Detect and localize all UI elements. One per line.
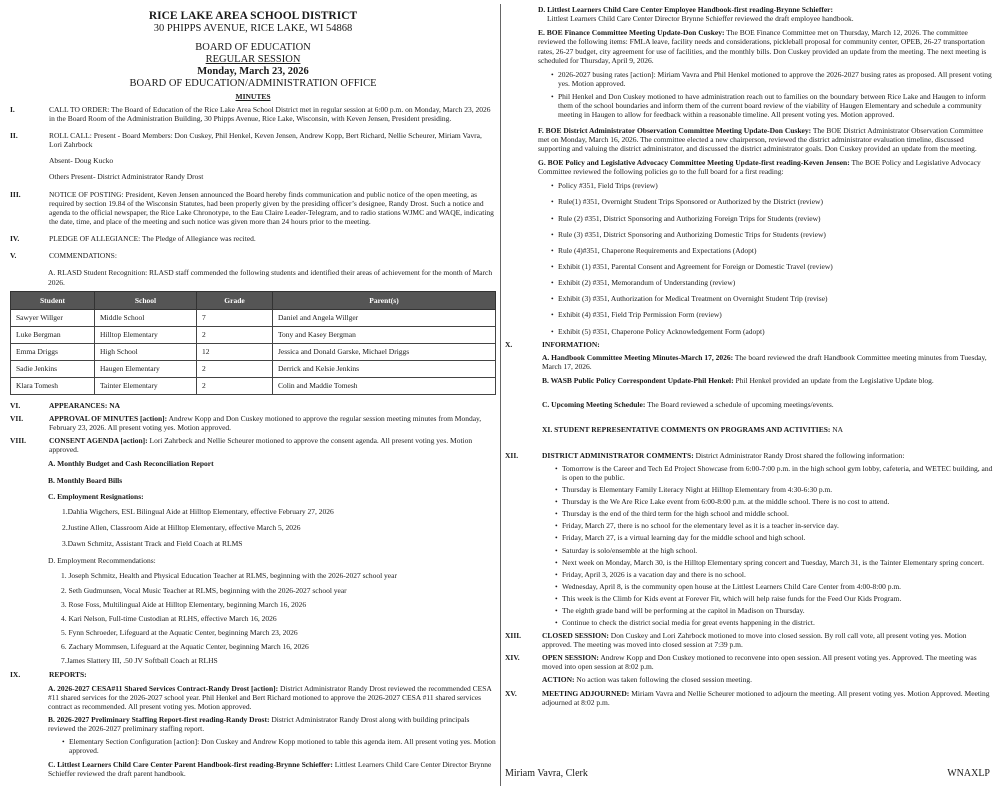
list-item: 3. Rose Foss, Multilingual Aide at Hilltop Elementary, beginning March 16, 2026: [61, 599, 307, 609]
section-commendations: V. COMMENDATIONS:: [10, 251, 117, 261]
list-item: • Exhibit (1) #351, Parental Consent and Agreement for Foreign or Domestic Travel (review): [551, 261, 833, 271]
info-a: A. Handbook Committee Meeting Minutes-March 17, 2026: The board reviewed the draft Handbook Committee meeting minutes from Tuesday, March 17, 2026.: [542, 352, 987, 371]
section-approval-of-minutes: VII. APPROVAL OF MINUTES [action]: Andrew Kopp and Don Cuskey motioned to approve the regular session meeting minutes from Monday, February 23, 2026. All present voting yes. Motion approved.: [10, 413, 482, 433]
section-consent-agenda: VIII. CONSENT AGENDA [action]: Lori Zahrbeck and Nellie Scheurer motioned to approve the consent agenda. All present voting yes. Motion approved.: [10, 436, 473, 455]
list-item: • Saturday is solo/ensemble at the high school.: [555, 545, 698, 555]
table-row: Sawyer Willger Middle School 7 Daniel and Angela Willger: [11, 309, 496, 326]
list-item: • Policy #351, Field Trips (review): [551, 181, 658, 191]
section-district-administrator-comments: XII. DISTRICT ADMINISTRATOR COMMENTS: District Administrator Randy Drost shared the following information:: [505, 450, 905, 460]
action-note: ACTION: No action was taken following the closed session meeting.: [542, 675, 752, 685]
list-item: • Next week on Monday, March 30, is the Hilltop Elementary spring concert and Tuesday, March 31, is the Tainter Elementary spring concert.: [555, 557, 985, 567]
section-reports: IX. REPORTS:: [10, 670, 87, 680]
list-item: • Rule (3) #351, District Sponsoring and Authorizing Domestic Trips for Students (review): [551, 229, 826, 239]
meeting-date: Monday, March 23, 2026: [197, 66, 309, 78]
section-pledge: IV. PLEDGE OF ALLEGIANCE: The Pledge of Allegiance was recited.: [10, 234, 256, 244]
list-item: • Friday, April 3, 2026 is a vacation day and there is no school.: [555, 569, 746, 579]
list-item: • Friday, March 27, is a virtual learning day for the middle school and high school.: [555, 533, 806, 543]
report-d: D. Littlest Learners Child Care Center Employee Handbook-first reading-Brynne Schieffer: Littlest Learners Child Care Center Director Brynne Schieffer reviewed the draft employee handbook.: [538, 5, 854, 24]
section-appearances: VI. APPEARANCES: NA: [10, 400, 121, 410]
list-item: • Thursday is the end of the third term for the high school and middle school.: [555, 509, 789, 519]
section-open-session: XIV. OPEN SESSION: Andrew Kopp and Don Cuskey motioned to reconvene into open session. All present voting yes. Approved. The meeting was moved into open session at 8:02 p.m.: [505, 652, 977, 672]
right-column: [505, 5, 993, 780]
table-header: Student: [11, 291, 95, 309]
report-b: B. 2026-2027 Preliminary Staffing Report-first reading-Randy Drost: District Administrator Randy Drost along with building principals reviewed the 2026-2027 preliminary staffing report.: [48, 715, 470, 734]
info-c: C. Upcoming Meeting Schedule: The Board reviewed a schedule of upcoming meetings/events.: [542, 400, 834, 410]
list-item: • This week is the Climb for Kids event at Forever Fit, which will help raise funds for the Feed Our Kids Program.: [555, 594, 902, 604]
list-item: • Exhibit (3) #351, Authorization for Medical Treatment on Overnight Student Trip (revise): [551, 294, 828, 304]
report-c: C. Littlest Learners Child Care Center Parent Handbook-first reading-Brynne Schieffer: Littlest Learners Child Care Center Director Brynne Schieffer reviewed the draft parent handbook.: [48, 759, 492, 778]
list-item: • Rule (2) #351, District Sponsoring and Authorizing Foreign Trips for Students (review): [551, 213, 821, 223]
left-column: [10, 10, 496, 785]
section-closed-session: XIII. CLOSED SESSION: Don Cuskey and Lori Zahrbock motioned to move into closed session. By roll call vote, all present voting yes. Motion approved. The meeting was moved into closed session at 7:39 p.m.: [505, 630, 967, 649]
student-recognition-text: A. RLASD Student Recognition: RLASD staff commended the following students and identified their areas of achievement for the month of March 2026.: [48, 268, 493, 287]
board-title: BOARD OF EDUCATION: [195, 42, 311, 54]
report-a: A. 2026-2027 CESA#11 Shared Services Contract-Randy Drost [action]: District Administrator Randy Drost reviewed the recommended CESA #11 shared services for the 2026-2027 school year. Phil Henkel and Bert Richard motioned to approve the 2026-2027 CESA #11 shared services contract as recommended. All present voting yes. Motion approved.: [48, 683, 492, 711]
list-item: • The eighth grade band will be performing at the capitol in Madison on Thursday.: [555, 606, 805, 616]
list-item: 5. Fynn Schroeder, Lifeguard at the Aquatic Center, beginning March 23, 2026: [61, 628, 298, 638]
column-divider: [500, 4, 501, 786]
consent-item-b: B. Monthly Board Bills: [48, 475, 123, 485]
table-header: Parent(s): [273, 291, 496, 309]
list-item: • Continue to check the district social media for great events happening in the district.: [555, 618, 815, 628]
consent-item-a: A. Monthly Budget and Cash Reconciliation Report: [48, 459, 214, 469]
list-item: • Rule (4)#351, Chaperone Requirements and Expectations (Adopt): [551, 245, 757, 255]
section-call-to-order: I. CALL TO ORDER: The Board of Education of the Rice Lake Area School District met in regular session at 6:00 p.m. on Monday, March 23, 2026 in the Board Room of the Administration Building, 30 Phipps Avenue, Rice Lake, Wisconsin, with Keven Jensen, President presiding.: [10, 104, 491, 123]
table-header: School: [95, 291, 197, 309]
section-meeting-adjourned: XV. MEETING ADJOURNED: Miriam Vavra and Nellie Scheurer motioned to adjourn the meeting. All present voting yes. Motion Approved. Meeting adjourned at 8:02 p.m.: [505, 689, 990, 708]
section-roll-call: II. ROLL CALL: Present - Board Members: Don Cuskey, Phil Henkel, Keven Jensen, Andrew Kopp, Bert Richard, Nellie Scheurer, Miriam Vavra, Lori Zahrbock Absent- Doug Kucko Others Present- District Administrator Randy Drost: [10, 130, 482, 182]
student-recognition-table: [10, 291, 496, 395]
report-e: E. BOE Finance Committee Meeting Update-Don Cuskey: The BOE Finance Committee met on Thursday, March 12, 2026. The committee reviewed the following items: FMLA leave, facility needs and considerations, pickleball proposal for community center, OPEB, 26-27 transportation rates, 26-27 budget, city agreement for use of facilities, and the monthly bills. Don Cuskey provided an update from the meeting. The next meeting is scheduled for Thursday, April 9, 2026.: [538, 28, 987, 65]
list-item: 4. Kari Nelson, Full-time Custodian at RLHS, effective March 16, 2026: [61, 613, 277, 623]
list-item: 2.Justine Allen, Classroom Aide at Hilltop Elementary, effective March 5, 2026: [62, 523, 301, 533]
list-item: • Elementary Section Configuration [action]: Don Cuskey and Andrew Kopp motioned to table this agenda item. All present voting yes. Motion approved.: [62, 737, 496, 756]
report-g: G. BOE Policy and Legislative Advocacy Committee Meeting Update-first reading-Keven Jensen: The BOE Policy and Legislative Advocacy Committee reviewed the following policies go to the full board for a first reading:: [538, 157, 981, 177]
list-item: • Phil Henkel and Don Cuskey motioned to have administration reach out to families on the boundary between Rice Lake and Haugen to inform them of the school boundaries and inform them of the current board review of the viability of Haugen Elementary and schedule a community meeting in Haugen to allow for feedback within a reasonable timeline. All present voting yes. Motion approved.: [551, 92, 986, 120]
minutes-label: MINUTES: [235, 91, 271, 101]
list-item: 6. Zachary Mommsen, Lifeguard at the Aquatic Center, beginning March 16, 2026: [61, 642, 309, 652]
table-row: Sadie Jenkins Haugen Elementary 2 Derrick and Kelsie Jenkins: [11, 360, 496, 377]
list-item: 3.Dawn Schmitz, Assistant Track and Field Coach at RLMS: [62, 539, 243, 549]
table-header: Grade: [197, 291, 273, 309]
consent-item-c: C. Employment Resignations:: [48, 491, 144, 501]
list-item: 7.James Slattery III, .50 JV Softball Coach at RLHS: [61, 656, 218, 666]
publication-code: WNAXLP: [947, 768, 990, 779]
table-row: Klara Tomesh Tainter Elementary 2 Colin and Maddie Tomesh: [11, 377, 496, 394]
report-b-bullets: [62, 737, 496, 755]
list-item: • 2026-2027 busing rates [action]: Miriam Vavra and Phil Henkel motioned to approve the 2026-2027 busing rates as proposed. All present voting yes. Motion approved.: [551, 69, 992, 88]
info-b: B. WASB Public Policy Correspondent Update-Phil Henkel: Phil Henkel provided an update from the Legislative Update blog.: [542, 376, 934, 386]
list-item: • Thursday is the We Are Rice Lake event from 6:00-8:00 p.m. at the middle school. There is no cost to attend.: [555, 497, 890, 507]
section-student-representative-comments: XI. STUDENT REPRESENTATIVE COMMENTS ON PROGRAMS AND ACTIVITIES: NA: [542, 425, 844, 435]
document-header: [10, 10, 496, 101]
clerk-signature: Miriam Vavra, Clerk: [505, 768, 588, 779]
section-information: X. INFORMATION:: [505, 339, 600, 349]
table-row: Luke Bergman Hilltop Elementary 2 Tony and Kasey Bergman: [11, 326, 496, 343]
list-item: • Tomorrow is the Career and Tech Ed Project Showcase from 6:00-7:00 p.m. in the high school gym lobby, cafeteria, and WETEC building, and is open to the public.: [555, 463, 993, 482]
document-footer: [505, 768, 990, 780]
list-item: • Exhibit (2) #351, Memorandum of Understanding (review): [551, 278, 736, 288]
district-name: RICE LAKE AREA SCHOOL DISTRICT: [148, 10, 358, 22]
district-address: 30 PHIPPS AVENUE, RICE LAKE, WI 54868: [153, 23, 353, 35]
list-item: 1. Joseph Schmitz, Health and Physical Education Teacher at RLMS, beginning with the 2026-2027 school year: [61, 571, 397, 581]
report-f: F. BOE District Administrator Observation Committee Meeting Update-Don Cuskey: The BOE District Administrator Observation Committee met on Monday, March 16, 2026. The committee elected a new chairperson, reviewed the district administrator evaluation timeline, discussed supporting and valuing the district administrator, and discussed the district administrator goals. Don Cuskey provided an update from the meeting.: [538, 125, 984, 153]
list-item: • Rule(1) #351, Overnight Student Trips Sponsored or Authorized by the District (review): [551, 197, 823, 207]
section-notice-of-posting: III. NOTICE OF POSTING: President, Keven Jensen announced the Board hereby finds communication and public notice of the open meeting, as required by section 19.84 of the Wisconsin Statutes, had been properly given by the presiding officer’s designee, Randy Drost. Such a notice and agenda to the official newspaper, the Rice Lake Chronotype, to the Eau Claire Leader-Telegram, and to radio stations WJMC and WAQE, indicating the date, time, and place of the meeting and such notice was given more than 24 hours prior to the meeting.: [10, 189, 494, 226]
list-item: • Exhibit (4) #351, Field Trip Permission Form (review): [551, 310, 722, 320]
list-item: 2. Seth Gudmunsen, Vocal Music Teacher at RLMS, beginning with the 2026-2027 school year: [61, 585, 347, 595]
table-row: Emma Driggs High School 12 Jessica and Donald Garske, Michael Driggs: [11, 343, 496, 360]
list-item: • Wednesday, April 8, is the community open house at the Littlest Learners Child Care Center from 4:00-8:00 p.m.: [555, 582, 902, 592]
list-item: • Exhibit (5) #351, Chaperone Policy Acknowledgement Form (adopt): [551, 326, 765, 336]
list-item: 1.Dahlia Wigchers, ESL Bilingual Aide at Hilltop Elementary, effective February 27, 2026: [62, 506, 334, 516]
list-item: • Thursday is Elementary Family Literacy Night at Hilltop Elementary from 4:30-6:30 p.m.: [555, 484, 833, 494]
session-type: REGULAR SESSION: [205, 54, 301, 66]
office-name: BOARD OF EDUCATION/ADMINISTRATION OFFICE: [129, 78, 377, 90]
consent-item-d: D. Employment Recommendations:: [48, 556, 156, 566]
list-item: • Friday, March 27, there is no school for the elementary level as it is a teacher in-service day.: [555, 521, 839, 531]
